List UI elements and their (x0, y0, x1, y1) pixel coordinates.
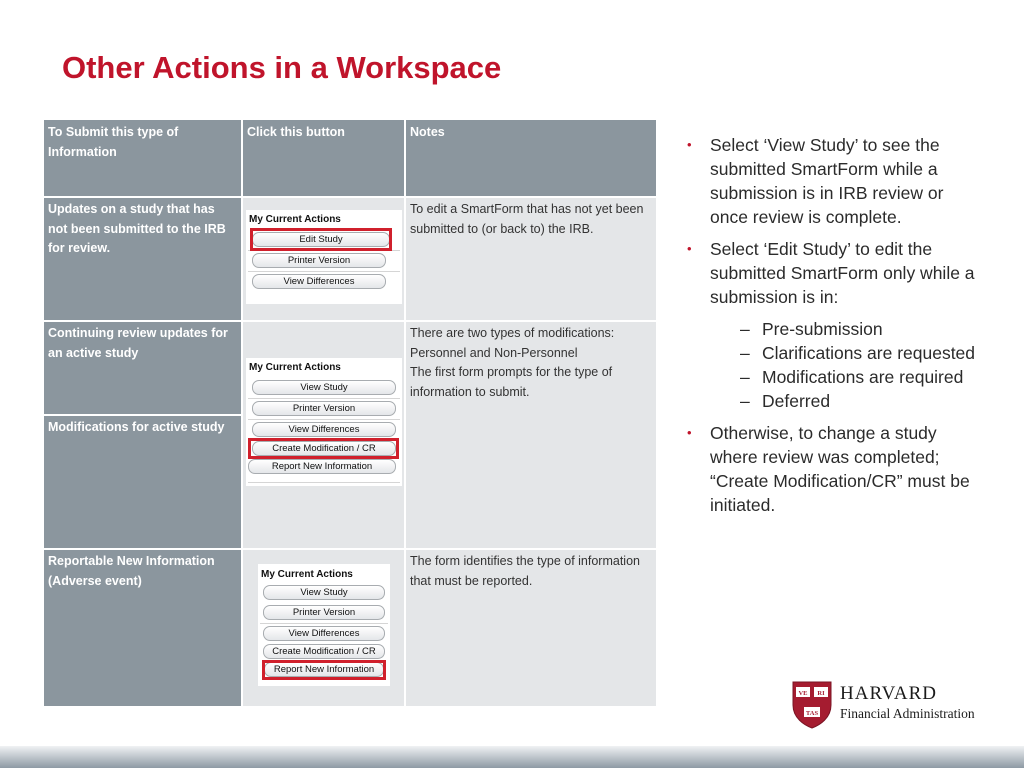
shield-text: VE (798, 690, 808, 697)
sub-item-text: Clarifications are requested (762, 343, 976, 363)
dash-icon: – (740, 367, 750, 387)
shield-text: TAS (805, 710, 819, 717)
panel-title: My Current Actions (261, 569, 353, 580)
harvard-logo (792, 681, 1012, 731)
divider (260, 623, 388, 624)
sub-item-modifications (740, 365, 980, 389)
note-line-first-form: The first form prompts for the type of information to submit. (410, 365, 613, 399)
view-differences-button[interactable]: View Differences (252, 274, 386, 289)
sub-item-deferred (740, 389, 980, 413)
harvard-shield-icon (792, 681, 832, 729)
dash-icon: – (740, 319, 750, 339)
dash-icon: – (740, 391, 750, 411)
create-modification-button[interactable]: Create Modification / CR (263, 644, 385, 659)
view-differences-button[interactable]: View Differences (263, 626, 385, 641)
divider (248, 271, 400, 272)
view-study-button[interactable]: View Study (263, 585, 385, 600)
divider (248, 398, 400, 399)
row-label-modifications: Modifications for active study (44, 416, 241, 548)
bullet-text: Select ‘View Study’ to see the submitted SmartForm while a submission is in IRB review or once review is complete. (710, 135, 944, 227)
page-title: Other Actions in a Workspace (62, 50, 502, 85)
divider (248, 482, 400, 483)
sub-item-pre-submission (740, 317, 980, 341)
highlight-box (262, 660, 386, 680)
bullet-view-study (680, 133, 980, 229)
panel-title: My Current Actions (249, 214, 341, 225)
footer-band (0, 746, 1024, 768)
sub-item-clarifications (740, 341, 980, 365)
report-new-information-button[interactable]: Report New Information (248, 459, 396, 474)
row-note-reportable: The form identifies the type of information that must be reported. (406, 550, 656, 706)
bullet-icon: • (687, 425, 692, 440)
highlight-box (250, 228, 392, 251)
report-new-information-button[interactable]: Report New Information (264, 662, 384, 677)
create-modification-button[interactable]: Create Modification / CR (252, 441, 396, 456)
header-notes: Notes (406, 120, 656, 196)
view-differences-button[interactable]: View Differences (252, 422, 396, 437)
panel-title: My Current Actions (249, 362, 341, 373)
row-note-updates: To edit a SmartForm that has not yet been submitted to (or back to) the IRB. (406, 198, 656, 320)
row-label-reportable: Reportable New Information (Adverse event) (44, 550, 241, 706)
bullet-text: Otherwise, to change a study where review was completed; “Create Modification/CR” must be initiated. (710, 423, 970, 515)
sub-item-text: Modifications are required (762, 367, 964, 387)
row-label-updates: Updates on a study that has not been submitted to the IRB for review. (44, 198, 241, 320)
row-label-continuing-review: Continuing review updates for an active study (44, 322, 241, 414)
bullet-text: Select ‘Edit Study’ to edit the submitted SmartForm only while a submission is in: (710, 239, 975, 307)
header-click-button: Click this button (243, 120, 404, 196)
highlight-box (248, 438, 399, 459)
edit-study-button[interactable]: Edit Study (252, 232, 390, 247)
bullet-otherwise (680, 421, 980, 517)
shield-text: RI (817, 690, 825, 697)
view-study-button[interactable]: View Study (252, 380, 396, 395)
row-note-modifications (406, 322, 656, 548)
dash-icon: – (740, 343, 750, 363)
note-line-types: There are two types of modifications: Personnel and Non-Personnel (410, 326, 615, 360)
divider (248, 419, 400, 420)
printer-version-button[interactable]: Printer Version (252, 401, 396, 416)
sub-item-text: Pre-submission (762, 319, 883, 339)
logo-subtitle: Financial Administration (840, 706, 975, 721)
bullet-icon: • (687, 137, 692, 152)
sub-item-text: Deferred (762, 391, 831, 411)
actions-panel-1 (246, 210, 402, 304)
actions-panel-2 (246, 358, 402, 486)
header-submit-type: To Submit this type of Information (44, 120, 241, 196)
actions-panel-3 (258, 564, 390, 686)
printer-version-button[interactable]: Printer Version (252, 253, 386, 268)
bullet-list (680, 133, 980, 525)
sub-list (710, 317, 980, 413)
bullet-icon: • (687, 241, 692, 256)
bullet-edit-study (680, 237, 980, 413)
logo-name: HARVARD (840, 683, 937, 704)
printer-version-button[interactable]: Printer Version (263, 605, 385, 620)
